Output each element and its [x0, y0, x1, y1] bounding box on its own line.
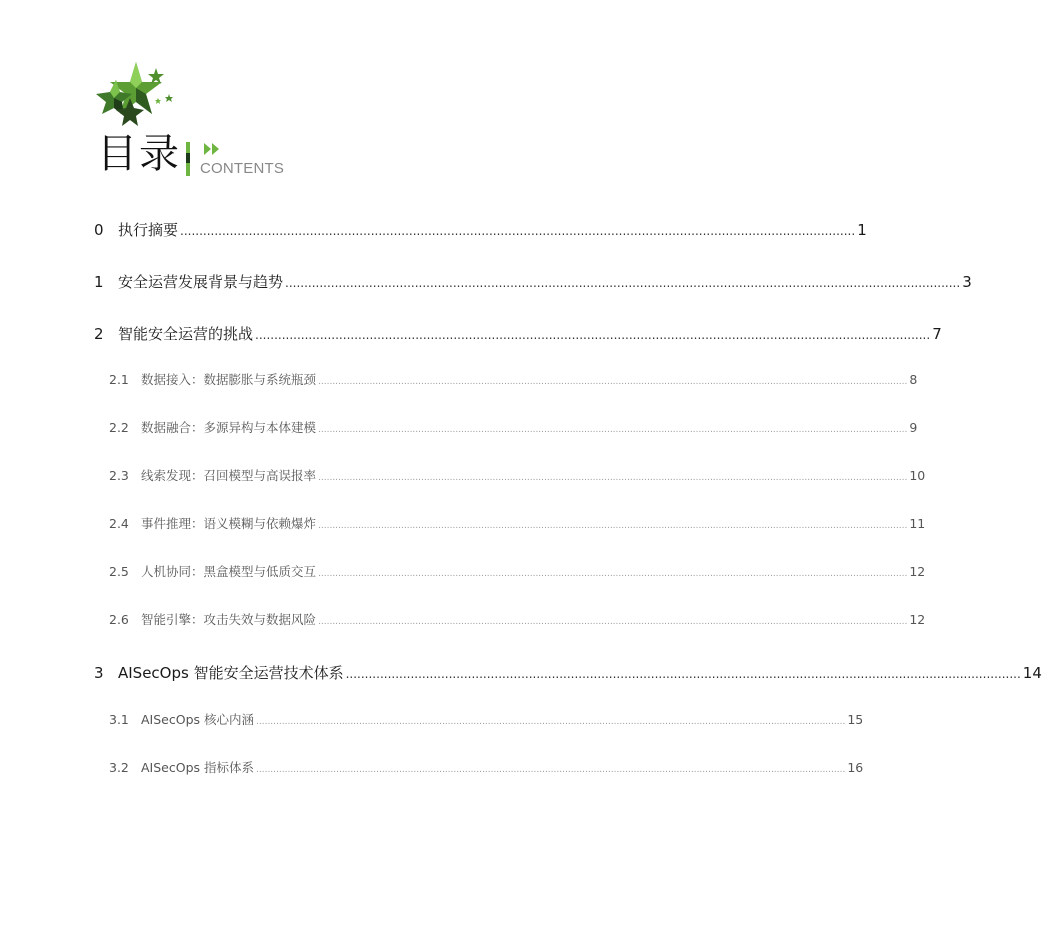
- toc-entry-number: 2.4: [109, 516, 129, 531]
- toc-entry-number: 2: [94, 325, 104, 343]
- dot-leader: ..............................................................................................................................................................................................................: [256, 765, 846, 775]
- dot-leader: .................................................................................................................................................................................: [285, 276, 961, 290]
- toc-entry-page: 9: [909, 420, 918, 435]
- dot-leader: ..............................................................................................................................................................................................................: [256, 717, 846, 727]
- toc-entry[interactable]: [94, 324, 942, 345]
- double-chevron-right-icon: [204, 143, 222, 155]
- dot-leader: .................................................................................................................................................................................: [180, 224, 856, 238]
- toc-entry-number: 2.6: [109, 612, 129, 627]
- toc-entry-title: 线索发现：召回模型与高误报率: [141, 468, 317, 483]
- dot-leader: ..............................................................................................................................................................................................................: [318, 617, 908, 627]
- dot-leader: ..............................................................................................................................................................................................................: [318, 377, 908, 387]
- toc-entry-page: 7: [932, 325, 942, 343]
- title-accent-bar: [186, 142, 190, 176]
- dot-leader: .................................................................................................................................................................................: [255, 328, 931, 342]
- toc-entry[interactable]: [109, 563, 926, 583]
- toc-entry-number: 1: [94, 273, 104, 291]
- toc-entry-page: 10: [909, 468, 926, 483]
- toc-entry-title: 数据接入：数据膨胀与系统瓶颈: [141, 372, 317, 387]
- toc-entry-page: 16: [847, 760, 864, 775]
- toc-entry-title: 智能安全运营的挑战: [118, 325, 254, 343]
- green-star-cluster-icon: [94, 58, 178, 128]
- toc-entry[interactable]: [109, 371, 918, 391]
- toc-entry-page: 11: [909, 516, 926, 531]
- toc-entry[interactable]: [109, 711, 864, 731]
- toc-entry[interactable]: [109, 515, 926, 535]
- dot-leader: .................................................................................................................................................................................: [345, 667, 1021, 681]
- toc-entry-number: 3.2: [109, 760, 129, 775]
- toc-entry[interactable]: [94, 220, 867, 241]
- page-subtitle: CONTENTS: [200, 160, 285, 177]
- toc-entry-title: 人机协同：黑盒模型与低质交互: [141, 564, 317, 579]
- toc-entry-title: AISecOps 智能安全运营技术体系: [118, 664, 344, 682]
- toc-entry-title: 执行摘要: [118, 221, 179, 239]
- toc-entry-number: 3.1: [109, 712, 129, 727]
- toc-entry-page: 12: [909, 612, 926, 627]
- toc-entry-title: 安全运营发展背景与趋势: [118, 273, 284, 291]
- toc-entry-number: 2.2: [109, 420, 129, 435]
- toc-entry-title: 智能引擎：攻击失效与数据风险: [141, 612, 317, 627]
- toc-entry-page: 1: [857, 221, 867, 239]
- dot-leader: ..............................................................................................................................................................................................................: [318, 473, 908, 483]
- toc-entry-number: 2.1: [109, 372, 129, 387]
- toc-entry-number: 2.5: [109, 564, 129, 579]
- toc-entry[interactable]: [109, 611, 926, 631]
- toc-entry[interactable]: [94, 663, 1042, 684]
- toc-entry-number: 2.3: [109, 468, 129, 483]
- dot-leader: ..............................................................................................................................................................................................................: [318, 569, 908, 579]
- dot-leader: ..............................................................................................................................................................................................................: [318, 521, 908, 531]
- toc-entry-page: 15: [847, 712, 864, 727]
- toc-entry-page: 8: [909, 372, 918, 387]
- toc-entry[interactable]: [109, 419, 918, 439]
- toc-entry-title: AISecOps 指标体系: [141, 760, 254, 775]
- toc-entry-title: 数据融合：多源异构与本体建模: [141, 420, 317, 435]
- toc-entry-page: 3: [962, 273, 972, 291]
- toc-entry-page: 14: [1022, 664, 1042, 682]
- toc-entry-number: 3: [94, 664, 104, 682]
- page-title: 目录: [97, 131, 181, 177]
- toc-entry-title: 事件推理：语义模糊与依赖爆炸: [141, 516, 317, 531]
- toc-entry-number: 0: [94, 221, 104, 239]
- toc-entry-page: 12: [909, 564, 926, 579]
- dot-leader: ..............................................................................................................................................................................................................: [318, 425, 908, 435]
- toc-entry[interactable]: [109, 467, 926, 487]
- toc-entry[interactable]: [109, 759, 864, 779]
- toc-entry[interactable]: [94, 272, 972, 293]
- toc-entry-title: AISecOps 核心内涵: [141, 712, 254, 727]
